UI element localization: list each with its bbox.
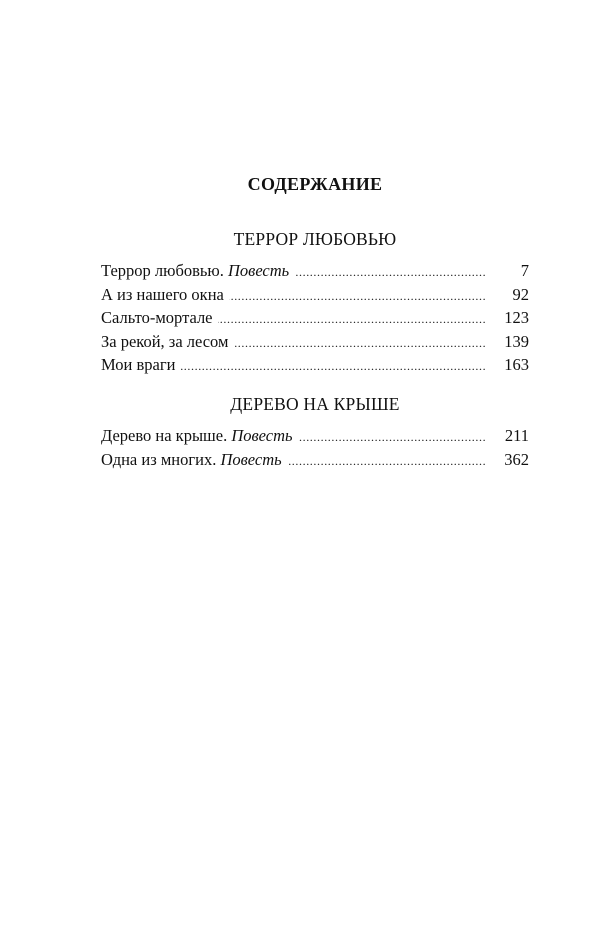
toc-entry (101, 448, 529, 472)
entry-page-number: 92 (508, 283, 530, 307)
entry-page-number: 7 (516, 259, 529, 283)
entry-genre: Повесть (231, 426, 293, 445)
toc-entry (101, 259, 529, 283)
toc-entry (101, 330, 529, 354)
entry-page-number: 211 (500, 424, 529, 448)
toc-entry (101, 283, 529, 307)
section-entries (101, 259, 529, 377)
section-entries (101, 424, 529, 471)
entry-label (101, 332, 233, 351)
entry-title: Сальто-мортале (101, 308, 213, 327)
entry-genre: Повесть (228, 261, 290, 280)
entry-title: За рекой, за лесом (101, 331, 229, 351)
entry-page-number: 123 (499, 306, 529, 330)
entry-title: Мои враги (101, 355, 176, 374)
entry-title: А из нашего окна (101, 284, 224, 304)
entry-label (101, 426, 298, 445)
entry-label (101, 261, 294, 280)
entry-genre: Повесть (220, 449, 282, 469)
toc-entry (101, 424, 529, 448)
entry-page-number: 139 (499, 330, 529, 354)
section-heading: ДЕРЕВО НА КРЫШЕ (230, 394, 400, 414)
entry-label (101, 285, 229, 304)
entry-title: Террор любовью. (101, 261, 224, 280)
entry-title: Одна из многих. (101, 449, 217, 469)
entry-title: Дерево на крыше. (101, 426, 228, 445)
toc-entry (101, 353, 529, 377)
section-heading: ТЕРРОР ЛЮБОВЬЮ (233, 229, 397, 249)
entry-label (101, 308, 218, 327)
contents-title: СОДЕРЖАНИЕ (247, 174, 383, 194)
entry-page-number: 362 (499, 448, 529, 472)
entry-label (101, 450, 287, 469)
toc-entry (101, 306, 529, 330)
entry-label (101, 355, 180, 374)
entry-page-number: 163 (499, 353, 529, 377)
